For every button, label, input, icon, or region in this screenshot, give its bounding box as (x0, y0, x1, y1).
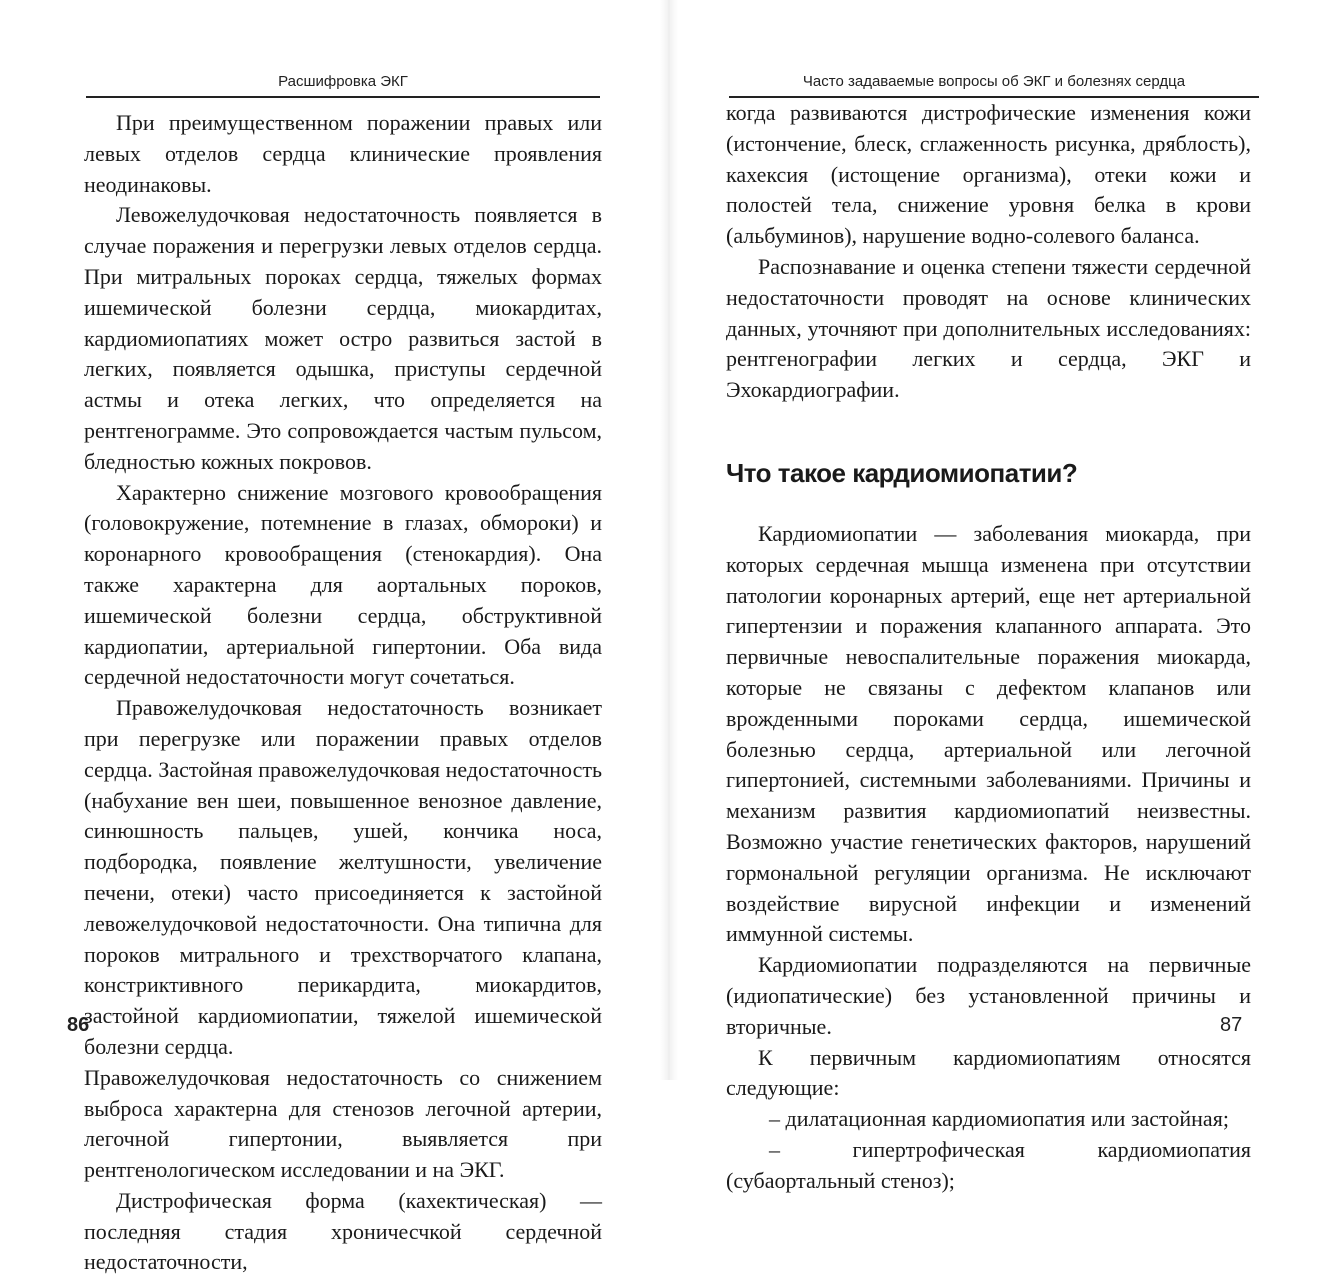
paragraph: При преимущественном поражении правых или левых отделов сердца клинические проявления неодинаковы. (84, 110, 602, 197)
left-page-body (84, 108, 602, 1278)
paragraph: К первичным кардиомиопатиям относятся следующие: (726, 1044, 1251, 1101)
paragraph: Характерно снижение мозгового кровообращения (головокружение, потемнение в глазах, обмороки) и коронарного кровообращения (стенокардия). Она также характерна для аортальных пороков, ишемической болезни сердца, обструктивной кардиопатии, артериальной гипертонии. Оба вида сердечной недостаточности могут сочетаться. (84, 479, 602, 690)
running-header-left: Расшифровка ЭКГ (86, 68, 600, 98)
section-heading: Что такое кардиомиопатии? (726, 457, 1078, 488)
paragraph: Распознавание и оценка степени тяжести сердечной недостаточности проводят на основе клинических данных, уточняют при дополнительных исследованиях: рентгенографии легких и сердца, ЭКГ и Эхокардиографии. (726, 253, 1251, 403)
paragraph: Кардиомиопатии подразделяются на первичные (идиопатические) без установленной причины и вторичные. (726, 952, 1251, 1039)
paragraph: Левожелудочковая недостаточность появляется в случае поражения и перегрузки левых отделов сердца. При митральных пороках сердца, тяжелых формах ишемической болезни сердца, миокардитах, кардиомиопатиях может остро развиться застой в легких, появляется одышка, приступы сердечной астмы и отека легких, что определяется на рентгенограмме. Это сопровождается частым пульсом, бледностью кожных покровов. (84, 202, 602, 474)
page-number-left: 86 (67, 1014, 90, 1036)
paragraph: когда развиваются дистрофические изменения кожи (истончение, блеск, сглаженность рисунка, дряблость), кахексия (истощение организма), отеки кожи и полостей тела, снижение уровня белка в крови (альбуминов), нарушение водно-солевого баланса. (726, 100, 1251, 249)
right-page (669, 0, 1339, 1193)
paragraph: Кардиомиопатии — заболевания миокарда, при которых сердечная мышца изменена при отсутствии патологии коронарных артерий, еще нет артериальной гипертензии и поражения клапанного аппарата. Это первичные невоспалительные поражения миокарда, которые не связаны с дефектом клапанов или врожденными пороками сердца, ишемической болезнью сердца, артериальной или легочной гипертонией, системными заболеваниями. Причины и механизм развития кардиомиопатий неизвестны. Возможно участие генетических факторов, нарушений гормональной регуляции организма. Не исключают воздействие вирусной инфекции и изменений иммунной системы. (726, 520, 1251, 947)
page-number-right: 87 (1220, 1014, 1243, 1036)
list-item: – дилатационная кардиомиопатия или застойная; (769, 1106, 1229, 1132)
right-page-body (726, 98, 1251, 1197)
paragraph: Правожелудочковая недостаточность возникает при перегрузке или поражении правых отделов сердца. Застойная правожелудочковая недостаточность (набухание вен шеи, повышенное венозное давление, синюшность пальцев, ушей, кончика носа, подбородка, появление желтушности, увеличение печени, отеки) часто присоединяется к застойной левожелудочковой недостаточности. Она типична для пороков митрального и трехстворчатого клапана, констриктивного перикардита, миокардитов, застойной кардиомиопатии, тяжелой ишемической болезни сердца. (84, 695, 602, 1059)
paragraph: Правожелудочковая недостаточность со снижением выброса характерна для стенозов легочной артерии, легочной гипертонии, выявляется при рентгенологическом исследовании и на ЭКГ. (84, 1064, 602, 1183)
running-header-right: Часто задаваемые вопросы об ЭКГ и болезнях сердца (729, 68, 1259, 98)
left-page (0, 0, 669, 1275)
paragraph: Дистрофическая форма (кахектическая) — последняя стадия хроничесчкой сердечной недостаточности, (84, 1187, 602, 1275)
list-item: – гипертрофическая кардиомиопатия (субаортальный стеноз); (726, 1136, 1251, 1193)
